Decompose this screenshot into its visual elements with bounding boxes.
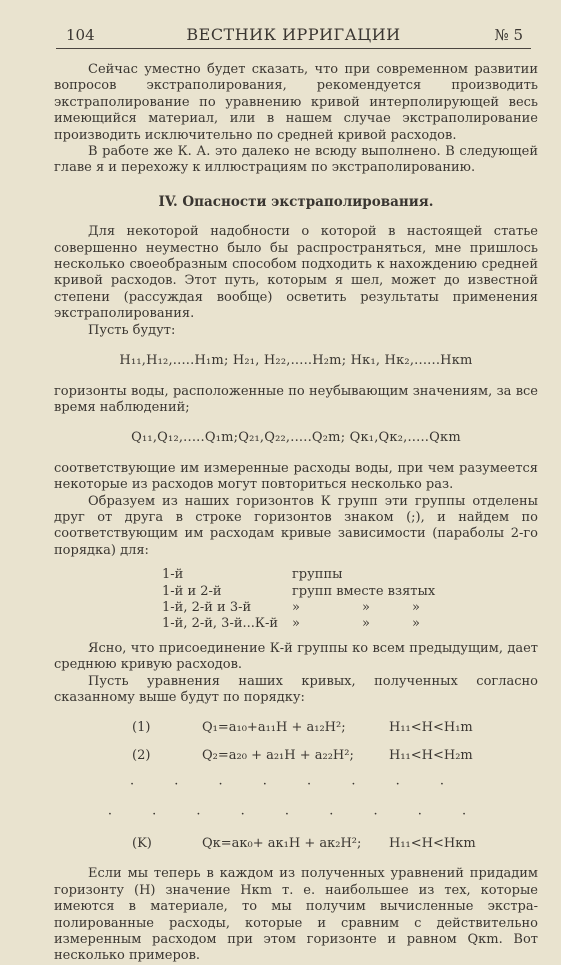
section-title: IV. Опасности экстраполирования. (158, 193, 434, 210)
equation-label: (K) (132, 836, 152, 852)
formula-discharges: Q₁₁,Q₁₂,.....Q₁m;Q₂₁,Q₂₂,.....Q₂m; Qк₁,Qк₂,.....Qкm (131, 430, 461, 446)
equation-row (54, 714, 538, 742)
equation-range: H₁₁<H<H₂m (389, 748, 473, 764)
paragraph: Для некоторой надобности о которой в настоящей статье совершенно неуместно было бы распространяться, мне пришлось несколько своеобразным способом подходить к нахождению средней кривой расходов. Этот путь, которым я шел, может до известной степени (рассуждая вообще) осветить результаты применения экстраполирования. (54, 224, 538, 322)
groups-cell: групп вместе взятых (292, 583, 436, 599)
issue-number: № 5 (494, 26, 523, 44)
groups-row (162, 600, 538, 616)
ditto-mark: » (412, 616, 420, 632)
ditto-mark: » (362, 616, 370, 632)
page-header (56, 24, 531, 48)
ellipsis-row: · · · · · · · · (130, 777, 462, 793)
paragraph: Образуем из наших горизонтов К групп эти группы отделены друг от друга в строке горизонтов знаком (;), и найдем по соответствующим им расходам кривые зависимости (параболы 2-го порядка) для: (54, 493, 538, 558)
ditto-mark: » (412, 599, 420, 615)
groups-cell: 1-й и 2-й (162, 583, 222, 599)
equation: Qк=aк₀+ aк₁H + aк₂H²; (202, 836, 362, 852)
groups-row (162, 567, 538, 583)
groups-cell: 1-й, 2-й и 3-й (162, 599, 252, 615)
equation-label: (2) (132, 748, 151, 764)
equation-label: (1) (132, 720, 151, 736)
paragraph: В работе же К. А. это далеко не всюду выполнено. В следующей главе я и перехожу к иллюстрациям по экстраполированию. (54, 144, 538, 176)
equation-range: H₁₁<H<H₁m (389, 720, 473, 736)
equation: Q₁=a₁₀+a₁₁H + a₁₂H²; (202, 720, 346, 736)
page-number: 104 (66, 26, 95, 44)
header-rule (56, 48, 531, 49)
paragraph: Сейчас уместно будет сказать, что при современном развитии вопросов экстраполирования, рекомендуется производить экстраполирование по уравнению кривой интерполирующей весь имеющийся материал, или в нашем случае экстраполирование производить исключительно по средней кривой расходов. (54, 62, 538, 143)
equation: Q₂=a₂₀ + a₂₁H + a₂₂H²; (202, 748, 354, 764)
formula-horizons: H₁₁,H₁₂,.....H₁m; H₂₁, H₂₂,.....H₂m; Hк₁, Hк₂,......Hкm (119, 353, 473, 369)
equation-row (54, 742, 538, 770)
groups-cell: группы (292, 567, 343, 583)
paragraph: Ясно, что присоединение К-й группы ко всем предыдущим, дает среднюю кривую расходов. (54, 640, 538, 673)
paragraph: Пусть будут: (88, 322, 176, 338)
groups-cell: 1-й (162, 567, 184, 583)
ellipsis-row: · · · · · · · · · (107, 807, 485, 823)
paragraph: соответствующие им измеренные расходы воды, при чем разумеется некоторые из расходов могут повториться несколько раз. (54, 460, 538, 493)
equation-row (54, 830, 538, 858)
journal-title: ВЕСТНИК ИРРИГАЦИИ (186, 25, 401, 44)
groups-row (162, 616, 538, 632)
paragraph: Пусть уравнения наших кривых, полученных согласно сказанному выше будут по порядку: (54, 673, 538, 705)
ditto-mark: » (292, 616, 300, 632)
paragraph: горизонты воды, расположенные по неубывающим значениям, за все время наблюдений; (54, 383, 538, 415)
paragraph: Если мы теперь в каждом из полученных уравнений придадим горизонту (H) значение Hкm т. е. наибольшее из тех, которые имеются в материале, то мы получим вычисленные экстра-полированные расходы, которые и сравним с действительно измеренным расходом при этом горизонте и равном Qкm. Вот несколько примеров. (54, 866, 538, 964)
groups-row (162, 584, 538, 600)
equation-range: H₁₁<H<Hкm (389, 836, 476, 852)
groups-table (162, 567, 538, 633)
article-body (54, 62, 538, 965)
ditto-mark: » (292, 599, 300, 615)
groups-cell: 1-й, 2-й, 3-й...К-й (162, 616, 279, 632)
ditto-mark: » (362, 599, 370, 615)
